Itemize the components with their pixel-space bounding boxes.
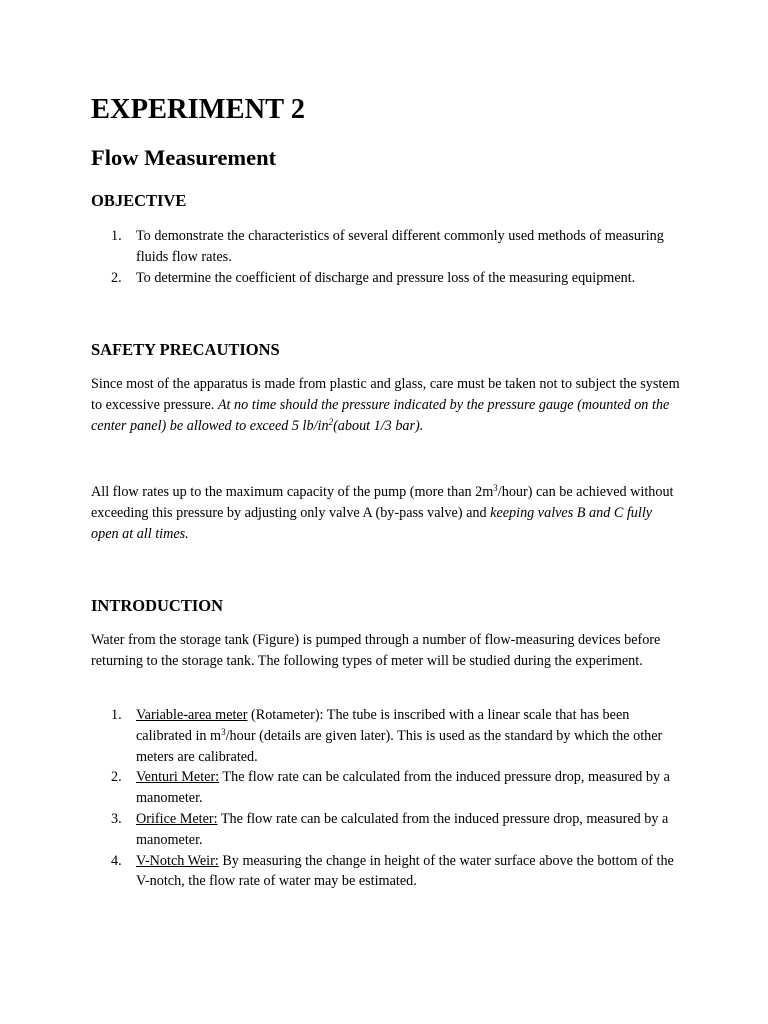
- list-item: [91, 268, 683, 289]
- meter-term: Orifice Meter:: [136, 810, 218, 827]
- objective-list: [91, 226, 683, 288]
- safety-paragraph-2: [91, 482, 681, 544]
- document-title: EXPERIMENT 2: [91, 94, 306, 125]
- flow-rate-text-cont: /hour) can be achieved without exceeding this pressure by adjusting only valve A (by-pass valve) and: [91, 484, 674, 521]
- list-item: [91, 226, 683, 268]
- safety-warning-text: At no time should the pressure indicated by the pressure gauge (mounted on the center panel) be allowed to exceed 5 lb/in: [91, 396, 670, 434]
- safety-paragraph-1: [91, 374, 681, 436]
- list-item-text: The flow rate can be calculated from the induced pressure drop, measured by a manometer.: [136, 810, 669, 848]
- safety-heading: SAFETY PRECAUTIONS: [91, 340, 280, 359]
- superscript: 3: [221, 726, 226, 737]
- list-item-number: 1.: [111, 228, 122, 244]
- meter-term: Variable-area meter: [136, 707, 248, 723]
- list-item: [91, 767, 683, 809]
- meter-term: V-Notch Weir:: [136, 852, 219, 869]
- document-subtitle: Flow Measurement: [91, 145, 277, 170]
- list-item-text: (Rotameter): The tube is inscribed with a linear scale that has been calibrated in m: [136, 707, 630, 744]
- list-item-number: 4.: [111, 852, 122, 869]
- introduction-heading: INTRODUCTION: [91, 596, 224, 615]
- objective-heading: OBJECTIVE: [91, 191, 187, 210]
- introduction-paragraph: Water from the storage tank (Figure) is pumped through a number of flow-measuring devices before returning to the storage tank. The following types of meter will be studied during the experiment.: [91, 632, 661, 669]
- meter-types-list: [91, 705, 683, 892]
- list-item-text: To demonstrate the characteristics of several different commonly used methods of measuring fluids flow rates.: [136, 228, 664, 265]
- flow-rate-text: All flow rates up to the maximum capacity of the pump (more than 2m: [91, 484, 494, 500]
- safety-text: Since most of the apparatus is made from plastic and glass, care must be taken not to subject the system to excessive pressure.: [91, 376, 680, 413]
- safety-warning-text-end: (about 1/3 bar).: [333, 417, 424, 434]
- superscript: 2: [328, 416, 334, 427]
- list-item-number: 3.: [111, 810, 122, 827]
- list-item-text: The flow rate can be calculated from the induced pressure drop, measured by a manometer.: [136, 769, 670, 807]
- list-item-number: 1.: [111, 707, 122, 723]
- list-item: [91, 851, 683, 893]
- list-item-text: By measuring the change in height of the water surface above the bottom of the V-notch, the flow rate of water may be estimated.: [136, 852, 674, 890]
- list-item-number: 2.: [111, 769, 122, 786]
- superscript: 3: [493, 483, 498, 494]
- list-item: [91, 809, 683, 851]
- valves-warning-text: keeping valves B and C fully open at all times.: [91, 504, 653, 542]
- meter-term: Venturi Meter:: [136, 769, 220, 786]
- list-item-number: 2.: [111, 269, 122, 286]
- list-item-text: To determine the coefficient of discharge and pressure loss of the measuring equipment.: [136, 269, 636, 286]
- list-item-text-cont: /hour (details are given later). This is used as the standard by which the other meters are calibrated.: [136, 727, 663, 765]
- list-item: [91, 705, 683, 767]
